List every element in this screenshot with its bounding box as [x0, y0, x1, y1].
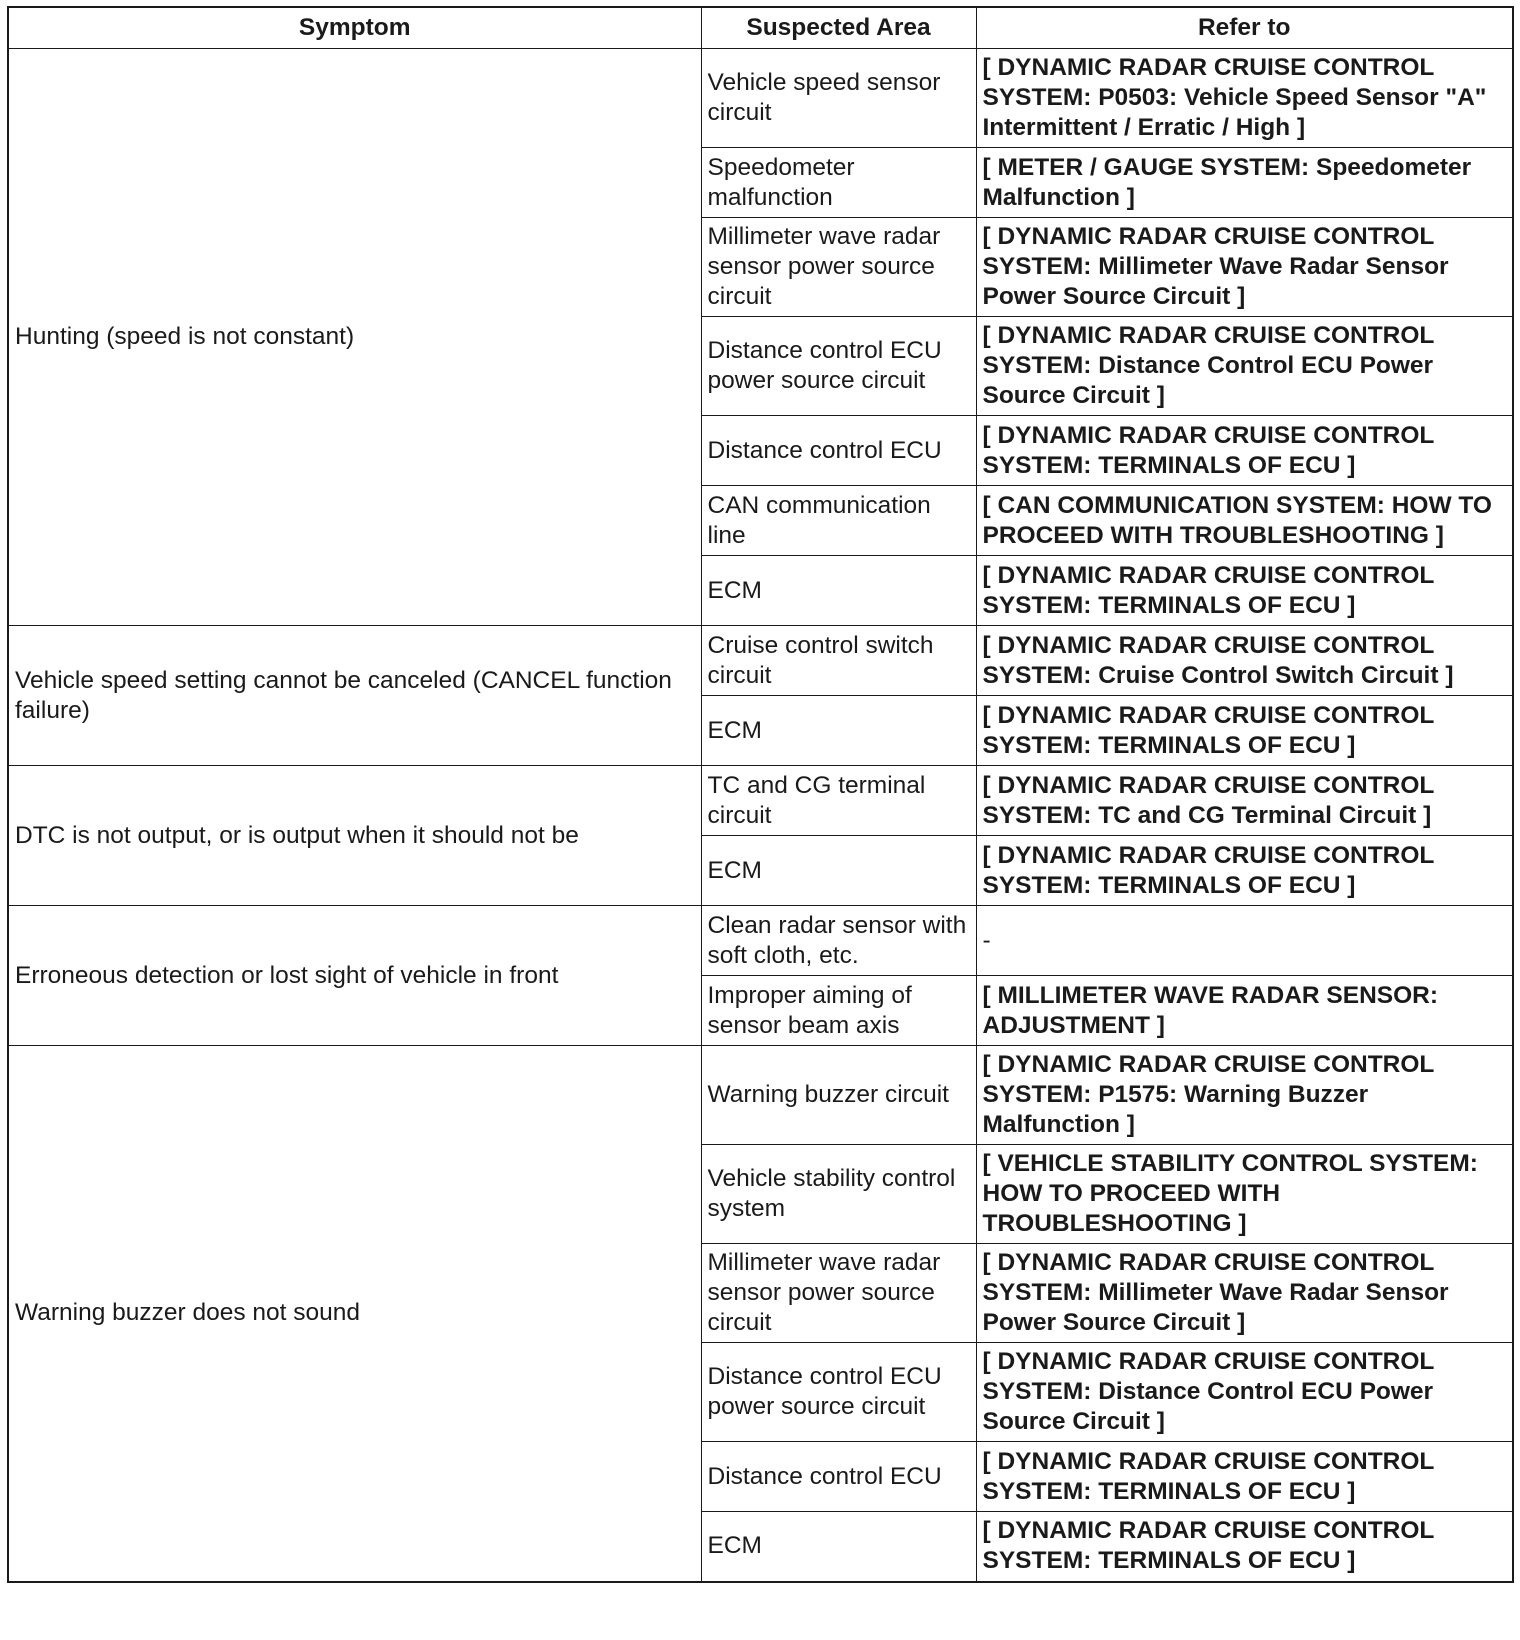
header-suspected-area: Suspected Area [701, 7, 976, 49]
suspected-area-cell: Clean radar sensor with soft cloth, etc. [701, 906, 976, 976]
suspected-area-cell: ECM [701, 556, 976, 626]
symptom-cell: Vehicle speed setting cannot be canceled (CANCEL function failure) [8, 626, 701, 766]
table-row [8, 49, 1513, 148]
suspected-area-cell: Vehicle stability control system [701, 1145, 976, 1244]
refer-to-cell: [ DYNAMIC RADAR CRUISE CONTROL SYSTEM: P1575: Warning Buzzer Malfunction ] [976, 1046, 1513, 1145]
refer-to-cell: [ DYNAMIC RADAR CRUISE CONTROL SYSTEM: TERMINALS OF ECU ] [976, 1442, 1513, 1512]
suspected-area-cell: TC and CG terminal circuit [701, 766, 976, 836]
header-row [8, 7, 1513, 49]
refer-to-cell: [ DYNAMIC RADAR CRUISE CONTROL SYSTEM: TERMINALS OF ECU ] [976, 1512, 1513, 1582]
suspected-area-cell: Distance control ECU [701, 1442, 976, 1512]
header-symptom: Symptom [8, 7, 701, 49]
suspected-area-cell: Distance control ECU power source circuit [701, 1343, 976, 1442]
refer-to-cell: [ DYNAMIC RADAR CRUISE CONTROL SYSTEM: Distance Control ECU Power Source Circuit ] [976, 1343, 1513, 1442]
refer-to-cell: - [976, 906, 1513, 976]
refer-to-cell: [ DYNAMIC RADAR CRUISE CONTROL SYSTEM: TERMINALS OF ECU ] [976, 696, 1513, 766]
suspected-area-cell: Distance control ECU [701, 416, 976, 486]
refer-to-cell: [ DYNAMIC RADAR CRUISE CONTROL SYSTEM: TC and CG Terminal Circuit ] [976, 766, 1513, 836]
problem-symptoms-table [7, 6, 1514, 1583]
suspected-area-cell: ECM [701, 836, 976, 906]
suspected-area-cell: Improper aiming of sensor beam axis [701, 976, 976, 1046]
suspected-area-cell: Cruise control switch circuit [701, 626, 976, 696]
refer-to-cell: [ DYNAMIC RADAR CRUISE CONTROL SYSTEM: Distance Control ECU Power Source Circuit ] [976, 317, 1513, 416]
refer-to-cell: [ DYNAMIC RADAR CRUISE CONTROL SYSTEM: P0503: Vehicle Speed Sensor "A" Intermittent / Erratic / High ] [976, 49, 1513, 148]
table-row [8, 626, 1513, 696]
suspected-area-cell: ECM [701, 696, 976, 766]
refer-to-cell: [ DYNAMIC RADAR CRUISE CONTROL SYSTEM: Cruise Control Switch Circuit ] [976, 626, 1513, 696]
table-row [8, 766, 1513, 836]
refer-to-cell: [ DYNAMIC RADAR CRUISE CONTROL SYSTEM: TERMINALS OF ECU ] [976, 556, 1513, 626]
symptom-cell: Hunting (speed is not constant) [8, 49, 701, 626]
table-row [8, 1046, 1513, 1145]
suspected-area-cell: ECM [701, 1512, 976, 1582]
refer-to-cell: [ METER / GAUGE SYSTEM: Speedometer Malfunction ] [976, 148, 1513, 218]
refer-to-cell: [ CAN COMMUNICATION SYSTEM: HOW TO PROCEED WITH TROUBLESHOOTING ] [976, 486, 1513, 556]
symptom-cell: Warning buzzer does not sound [8, 1046, 701, 1582]
suspected-area-cell: Millimeter wave radar sensor power source circuit [701, 218, 976, 317]
suspected-area-cell: Speedometer malfunction [701, 148, 976, 218]
refer-to-cell: [ DYNAMIC RADAR CRUISE CONTROL SYSTEM: Millimeter Wave Radar Sensor Power Source Circuit ] [976, 1244, 1513, 1343]
refer-to-cell: [ VEHICLE STABILITY CONTROL SYSTEM: HOW TO PROCEED WITH TROUBLESHOOTING ] [976, 1145, 1513, 1244]
suspected-area-cell: Warning buzzer circuit [701, 1046, 976, 1145]
header-refer-to: Refer to [976, 7, 1513, 49]
refer-to-cell: [ DYNAMIC RADAR CRUISE CONTROL SYSTEM: Millimeter Wave Radar Sensor Power Source Circuit ] [976, 218, 1513, 317]
suspected-area-cell: Vehicle speed sensor circuit [701, 49, 976, 148]
suspected-area-cell: CAN communication line [701, 486, 976, 556]
refer-to-cell: [ MILLIMETER WAVE RADAR SENSOR: ADJUSTMENT ] [976, 976, 1513, 1046]
symptom-cell: Erroneous detection or lost sight of vehicle in front [8, 906, 701, 1046]
symptom-cell: DTC is not output, or is output when it should not be [8, 766, 701, 906]
refer-to-cell: [ DYNAMIC RADAR CRUISE CONTROL SYSTEM: TERMINALS OF ECU ] [976, 836, 1513, 906]
suspected-area-cell: Millimeter wave radar sensor power source circuit [701, 1244, 976, 1343]
refer-to-cell: [ DYNAMIC RADAR CRUISE CONTROL SYSTEM: TERMINALS OF ECU ] [976, 416, 1513, 486]
table-row [8, 906, 1513, 976]
suspected-area-cell: Distance control ECU power source circuit [701, 317, 976, 416]
